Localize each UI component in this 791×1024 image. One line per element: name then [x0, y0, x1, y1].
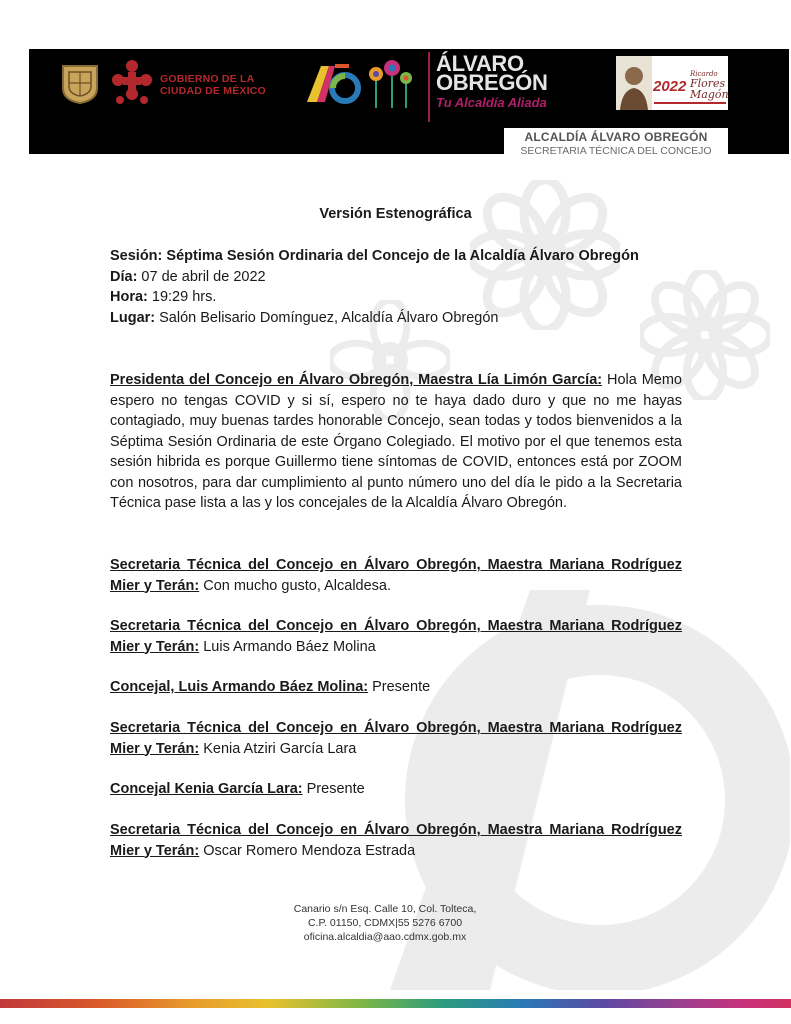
speaker-name: Secretaria Técnica del Concejo en Álvaro Obregón, Maestra Mariana Rodríguez Mier y Terán:	[110, 618, 682, 655]
speech-text: Presente	[368, 679, 431, 695]
coat-of-arms-icon	[61, 62, 99, 104]
office-name: ALCALDÍA ÁLVARO OBREGÓN	[524, 130, 708, 144]
flowers-icon	[366, 58, 414, 110]
document-title: Versión Estenográfica	[319, 206, 472, 222]
speaker-name: Concejal Kenia García Lara:	[110, 781, 303, 797]
speech-text: Hola Memo espero no tengas COVID y si sí, espero no te haya dado duro y que no me hayas contagiado, muy buenas tardes honorable Concejo, sean todas y todos bienvenidos a la Séptima Sesión Ordinaria de este Órgano Colegiado. El motivo por el que tenemos esta sesión hibrida es porque Guillermo tiene síntomas de COVID, entonces está por ZOOM con nosotros, para dar cumplimiento al punto número uno del día le pido a la Secretaria Técnica pase lista a las y los concejales de la Alcaldía Álvaro Obregón.	[110, 372, 682, 511]
ao-line2: OBREGÓN	[436, 70, 548, 95]
badge-line3: Magón	[690, 88, 729, 101]
time-value: 19:29 hrs.	[147, 289, 217, 305]
place-line	[110, 308, 690, 329]
day-line	[110, 267, 690, 288]
transcript-entry	[110, 820, 682, 861]
speaker-name: Concejal, Luis Armando Báez Molina:	[110, 679, 369, 695]
speaker-name: Secretaria Técnica del Concejo en Álvaro Obregón, Maestra Mariana Rodríguez Mier y Terán:	[110, 720, 682, 757]
ao-line1: ÁLVARO	[436, 51, 524, 76]
portrait-icon	[616, 56, 652, 110]
session-label: Sesión:	[110, 248, 163, 264]
speech-text: Luis Armando Báez Molina	[199, 638, 376, 655]
time-label: Hora:	[110, 289, 148, 305]
transcript-entry	[110, 718, 682, 759]
transcript-entry	[110, 370, 682, 514]
badge-stripe	[654, 102, 726, 104]
session-line	[110, 246, 690, 267]
day-value: 07 de abril de 2022	[137, 268, 266, 285]
cdmx-wordmark	[160, 73, 270, 97]
gov-line2: CIUDAD DE MÉXICO	[160, 85, 266, 97]
badge-line2: Flores	[690, 77, 726, 90]
place-value: Salón Belisario Domínguez, Alcaldía Álvaro Obregón	[155, 309, 499, 326]
place-label: Lugar:	[110, 309, 156, 326]
speech-text: Con mucho gusto, Alcaldesa.	[199, 577, 392, 594]
speaker-name: Secretaria Técnica del Concejo en Álvaro Obregón, Maestra Mariana Rodríguez Mier y Terán:	[110, 822, 682, 859]
gov-line1: GOBIERNO DE LA	[160, 73, 255, 85]
ao-wordmark	[436, 51, 548, 95]
speaker-name: Secretaria Técnica del Concejo en Álvaro Obregón, Maestra Mariana Rodríguez Mier y Terán:	[110, 557, 682, 594]
transcript-entry	[110, 677, 682, 698]
badge-name	[690, 70, 730, 100]
session-value: Séptima Sesión Ordinaria del Concejo de la Alcaldía Álvaro Obregón	[166, 248, 639, 264]
speech-text: Oscar Romero Mendoza Estrada	[199, 842, 416, 859]
session-meta	[110, 246, 690, 328]
time-line	[110, 287, 690, 308]
speech-text: Presente	[302, 781, 365, 797]
ao-colorful-logo-icon	[305, 60, 363, 104]
speaker-name: Presidenta del Concejo en Álvaro Obregón, Maestra Lía Limón García:	[110, 372, 603, 388]
address-line2: C.P. 01150, CDMX|55 5276 6700	[307, 917, 463, 929]
transcript-entry	[110, 779, 682, 800]
rainbow-stripe	[0, 999, 791, 1008]
department-name: SECRETARIA TÉCNICA DEL CONCEJO	[520, 145, 712, 157]
cdmx-logo-icon	[110, 58, 154, 108]
footer-address	[270, 902, 500, 944]
office-band	[504, 128, 728, 158]
speech-text: Kenia Atziri García Lara	[199, 740, 357, 757]
badge-line1: Ricardo	[690, 70, 718, 78]
ao-tagline: Tu Alcaldía Aliada	[436, 95, 547, 110]
badge-year: 2022	[653, 78, 687, 95]
transcript-entry	[110, 616, 682, 657]
header-divider	[428, 52, 430, 122]
transcript-entry	[110, 555, 682, 596]
day-label: Día:	[110, 268, 138, 285]
address-line1: Canario s/n Esq. Calle 10, Col. Tolteca,	[293, 903, 477, 915]
email-line: oficina.alcaldia@aao.cdmx.gob.mx	[303, 931, 467, 943]
